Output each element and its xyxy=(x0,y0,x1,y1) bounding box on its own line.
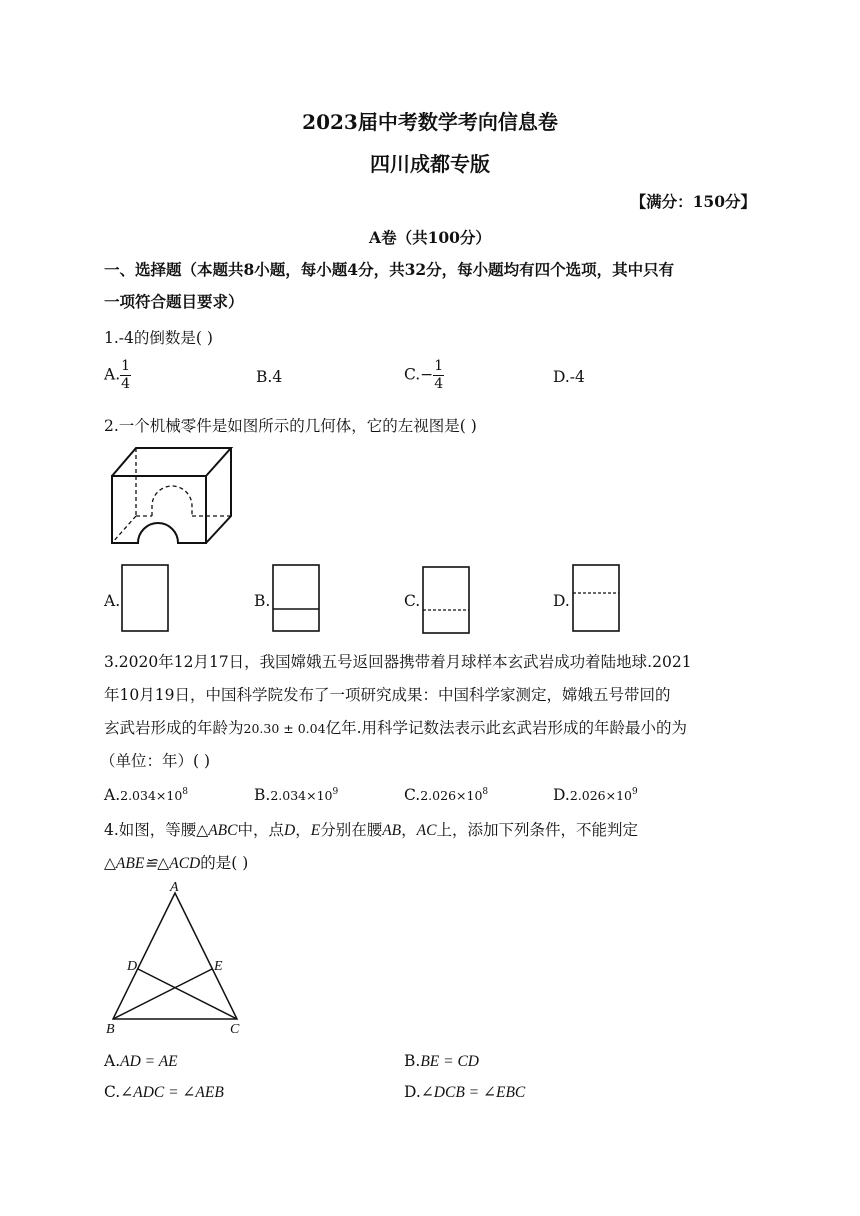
q3-option-d-prefix: D. xyxy=(553,786,570,804)
q3-option-b-value: 2.034×10 xyxy=(270,788,333,803)
q4-line1-comma: ， xyxy=(401,821,417,839)
label-c: C xyxy=(230,1022,240,1037)
q2-option-d[interactable]: D. xyxy=(553,592,570,610)
triangle-abc xyxy=(113,893,237,1019)
q3-option-b-prefix: B. xyxy=(254,786,271,804)
segment-eb xyxy=(113,969,212,1019)
fraction-numerator: 1 xyxy=(434,358,444,374)
q3-option-c-value: 2.026×10 xyxy=(420,788,483,803)
q3-line3 xyxy=(104,716,687,738)
segment-dc xyxy=(138,969,237,1019)
label-e: E xyxy=(214,959,223,974)
fraction-denominator: 4 xyxy=(121,376,131,392)
view-a-rect xyxy=(122,565,168,631)
q4-option-b-text: BE = CD xyxy=(420,1053,480,1070)
q4-option-b-prefix: B. xyxy=(404,1052,421,1070)
label-d: D xyxy=(127,959,138,974)
q4-line1 xyxy=(104,818,638,840)
q4-option-b[interactable] xyxy=(404,1052,479,1071)
q3-option-d-exponent: 9 xyxy=(631,786,638,797)
q3-option-d-value: 2.026×10 xyxy=(569,788,632,803)
q2-option-c[interactable]: C. xyxy=(404,592,421,610)
q4-point-e: E xyxy=(310,822,321,839)
q1-option-d[interactable]: D.-4 xyxy=(553,368,585,386)
view-b-rect xyxy=(273,565,319,631)
q4-line1-text-b: 中，点 xyxy=(237,821,285,839)
q1-option-a-prefix: A. xyxy=(104,365,121,384)
q4-line2-text: 的是( ) xyxy=(200,854,249,872)
q1-option-a-fraction xyxy=(120,358,131,393)
q4-option-a[interactable] xyxy=(104,1052,178,1071)
q1-option-b[interactable]: B.4 xyxy=(256,368,283,386)
q3-option-a[interactable] xyxy=(104,786,188,804)
q3-option-a-exponent: 8 xyxy=(182,786,189,797)
q1-option-c-prefix: C.− xyxy=(404,365,434,384)
section1-heading-line2: 一项符合题目要求） xyxy=(104,292,244,311)
q4-segment-ab: AB xyxy=(382,822,402,839)
q4-option-d[interactable] xyxy=(404,1083,525,1102)
exam-title: 2023届中考数学考向信息卷 xyxy=(302,110,558,134)
fraction-denominator: 4 xyxy=(434,376,444,392)
q4-option-c-text: ∠ADC = ∠AEB xyxy=(120,1084,224,1101)
q3-line3-text-b: 亿年.用科学记数法表示此玄武岩形成的年龄最小的为 xyxy=(325,719,687,737)
q4-line1-text-d: 上，添加下列条件，不能判定 xyxy=(436,821,638,839)
q3-option-a-value: 2.034×10 xyxy=(120,788,183,803)
fraction-numerator: 1 xyxy=(121,358,131,374)
q4-option-c[interactable] xyxy=(104,1083,224,1102)
label-b: B xyxy=(106,1022,115,1037)
q4-triangle-abc: △ABC xyxy=(196,822,238,839)
q3-option-b-exponent: 9 xyxy=(332,786,339,797)
q3-line2: 年10月19日，中国科学院发布了一项研究成果：中国科学家测定，嫦娥五号带回的 xyxy=(104,686,671,704)
exam-subtitle: 四川成都专版 xyxy=(370,152,490,176)
q4-option-a-text: AD = AE xyxy=(120,1053,178,1070)
q2-option-a[interactable]: A. xyxy=(104,592,121,610)
q1-option-a[interactable] xyxy=(104,358,131,393)
view-d-rect xyxy=(573,565,619,631)
section-a-heading: A卷（共100分） xyxy=(369,228,491,247)
q3-option-c-prefix: C. xyxy=(404,786,421,804)
q4-line1-sep: ， xyxy=(295,821,311,839)
q1-option-c[interactable] xyxy=(404,358,444,393)
q4-line2 xyxy=(104,851,248,873)
q4-congruence-expr: △ABE≌△ACD xyxy=(104,855,201,872)
q4-segment-ac: AC xyxy=(416,822,437,839)
q3-option-d[interactable] xyxy=(553,786,638,804)
q4-point-d: D xyxy=(284,822,296,839)
q4-option-a-prefix: A. xyxy=(104,1052,121,1070)
q3-line3-text-a: 玄武岩形成的年龄为 xyxy=(104,719,244,737)
q4-option-d-text: ∠DCB = ∠EBC xyxy=(420,1084,526,1101)
q3-age-value: 20.30 ± 0.04 xyxy=(243,721,326,736)
q3-line4: （单位：年）( ) xyxy=(100,752,211,770)
total-score: 【满分：150分】 xyxy=(630,192,756,211)
q4-option-d-prefix: D. xyxy=(404,1083,421,1101)
q1-stem: 1.-4的倒数是( ) xyxy=(104,329,213,347)
section1-heading-line1: 一、选择题（本题共8小题，每小题4分，共32分，每小题均有四个选项，其中只有 xyxy=(104,260,675,279)
q3-line1: 3.2020年12月17日，我国嫦娥五号返回器携带着月球样本玄武岩成功着陆地球.2021 xyxy=(104,653,692,671)
q3-option-c-exponent: 8 xyxy=(482,786,489,797)
q3-option-c[interactable] xyxy=(404,786,488,804)
label-a: A xyxy=(170,880,179,895)
q4-option-c-prefix: C. xyxy=(104,1083,121,1101)
q2-option-b[interactable]: B. xyxy=(254,592,271,610)
q3-option-a-prefix: A. xyxy=(104,786,121,804)
view-c-rect xyxy=(423,567,469,633)
q4-line1-text-a: 4.如图，等腰 xyxy=(104,821,197,839)
q1-option-c-fraction xyxy=(433,358,444,393)
q4-line1-text-c: 分别在腰 xyxy=(320,821,383,839)
q3-option-b[interactable] xyxy=(254,786,338,804)
q2-stem: 2.一个机械零件是如图所示的几何体，它的左视图是( ) xyxy=(104,417,477,435)
